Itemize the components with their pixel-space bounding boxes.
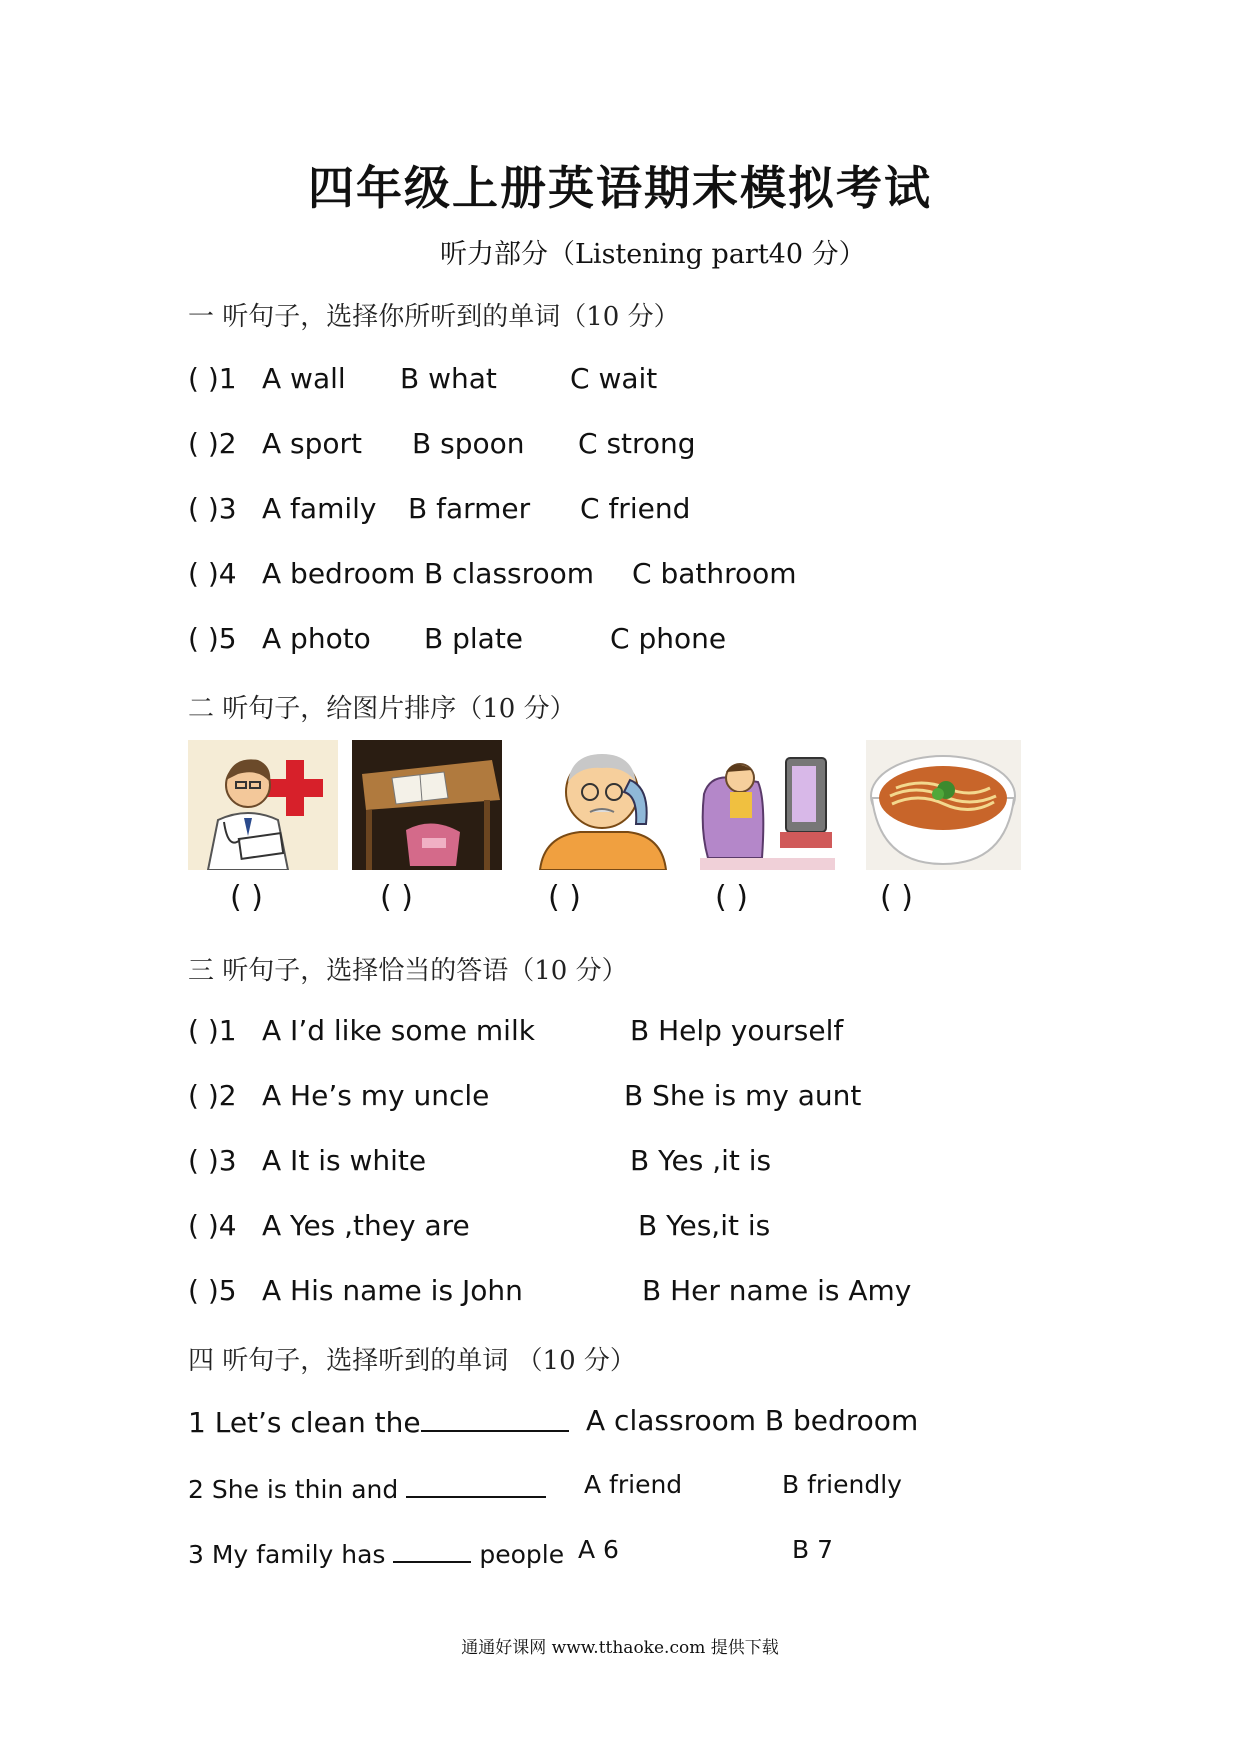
s1-q5-number: ( )5 (188, 622, 237, 655)
s1-q1-option-b: B what (400, 362, 497, 395)
s1-q1-option-c: C wait (570, 362, 658, 395)
s4-q2-sentence (188, 1470, 546, 1504)
s1-q5-option-c: C phone (610, 622, 727, 655)
s4-q1-sentence (188, 1404, 569, 1439)
s3-q2-option-a: A He’s my uncle (262, 1079, 490, 1112)
s1-q3-number: ( )3 (188, 492, 237, 525)
s3-q2-number: ( )2 (188, 1079, 237, 1112)
s3-q5-number: ( )5 (188, 1274, 237, 1307)
section4-heading: 四 听句子，选择听到的单词 （10 分） (188, 1346, 636, 1376)
s3-q1-option-b: B Help yourself (630, 1014, 844, 1047)
s4-q1-options: A classroom B bedroom (586, 1404, 919, 1437)
s1-q4-number: ( )4 (188, 557, 237, 590)
s3-q3-option-a: A It is white (262, 1144, 427, 1177)
s3-q2-option-b: B She is my aunt (624, 1079, 862, 1112)
grandpa-phone-picture (520, 740, 685, 870)
noodles-picture (866, 740, 1021, 870)
picture4-answer-bracket: ( ) (715, 880, 748, 915)
s1-q4-option-b: B classroom (424, 557, 595, 590)
picture5-answer-bracket: ( ) (880, 880, 913, 915)
s1-q3-option-b: B farmer (408, 492, 531, 525)
s3-q3-number: ( )3 (188, 1144, 237, 1177)
picture1-answer-bracket: ( ) (230, 880, 263, 915)
picture2-answer-bracket: ( ) (380, 880, 413, 915)
s3-q4-option-a: A Yes ,they are (262, 1209, 470, 1242)
s4-q1-blank (421, 1404, 569, 1432)
s1-q1-option-a: A wall (262, 362, 346, 395)
s3-q3-option-b: B Yes ,it is (630, 1144, 772, 1177)
section2-heading: 二 听句子，给图片排序（10 分） (188, 694, 576, 724)
doctor-picture (188, 740, 338, 870)
s1-q5-option-b: B plate (424, 622, 524, 655)
s4-q1-text: 1 Let’s clean the (188, 1406, 421, 1439)
s1-q3-option-c: C friend (580, 492, 691, 525)
s1-q2-option-a: A sport (262, 427, 363, 460)
desk-picture (352, 740, 502, 870)
s4-q3-text-end: people (479, 1540, 565, 1569)
s4-q2-text: 2 She is thin and (188, 1475, 399, 1504)
page-title: 四年级上册英语期末模拟考试 (308, 161, 932, 215)
s4-q2-option-b: B friendly (782, 1470, 902, 1499)
section3-heading: 三 听句子，选择恰当的答语（10 分） (188, 956, 628, 986)
footer-source: 通通好课网 www.tthaoke.com 提供下载 (461, 1638, 779, 1658)
s1-q2-number: ( )2 (188, 427, 237, 460)
s1-q2-option-c: C strong (578, 427, 696, 460)
s1-q5-option-a: A photo (262, 622, 371, 655)
s3-q4-option-b: B Yes,it is (638, 1209, 771, 1242)
s3-q1-number: ( )1 (188, 1014, 237, 1047)
s3-q5-option-b: B Her name is Amy (642, 1274, 912, 1307)
s3-q5-option-a: A His name is John (262, 1274, 523, 1307)
page-subtitle: 听力部分（Listening part40 分） (440, 239, 866, 270)
s4-q3-sentence (188, 1535, 564, 1569)
picture3-answer-bracket: ( ) (548, 880, 581, 915)
s4-q3-option-b: B 7 (792, 1535, 834, 1564)
section1-heading: 一 听句子，选择你所听到的单词（10 分） (188, 302, 680, 332)
s4-q2-blank (406, 1470, 546, 1498)
boy-watching-tv-picture (700, 740, 835, 870)
s1-q4-option-c: C bathroom (632, 557, 797, 590)
s4-q3-blank (393, 1535, 471, 1563)
s1-q4-option-a: A bedroom (262, 557, 416, 590)
s4-q2-option-a: A friend (584, 1470, 683, 1499)
s1-q1-number: ( )1 (188, 362, 237, 395)
s3-q4-number: ( )4 (188, 1209, 237, 1242)
s3-q1-option-a: A I’d like some milk (262, 1014, 535, 1047)
s1-q2-option-b: B spoon (412, 427, 525, 460)
s4-q3-text: 3 My family has (188, 1540, 386, 1569)
s4-q3-option-a: A 6 (578, 1535, 619, 1564)
s1-q3-option-a: A family (262, 492, 377, 525)
